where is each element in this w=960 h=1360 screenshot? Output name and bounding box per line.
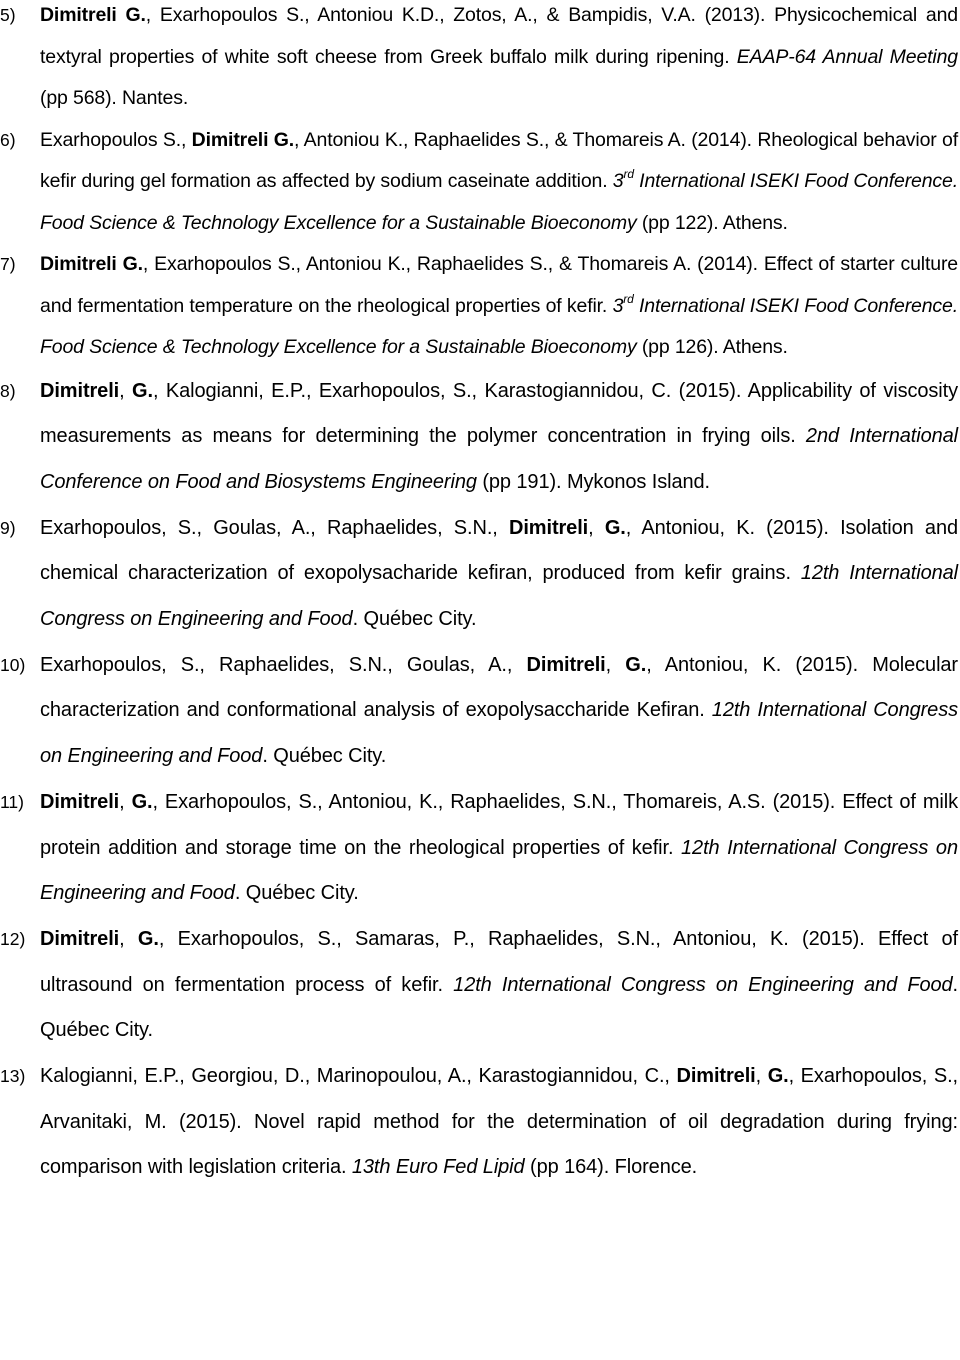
- venue-title: EAAP-64 Annual Meeting: [736, 45, 958, 68]
- venue-title: 13th Euro Fed Lipid: [351, 1156, 525, 1179]
- reference-text: [40, 928, 958, 1041]
- author-highlight: Dimitreli: [509, 516, 589, 539]
- venue-title: 12th International Congress on Engineering and Food: [453, 973, 953, 996]
- venue-title: 3: [612, 294, 624, 317]
- reference-segment: , Exarhopoulos, S., Samaras, P., Raphaelides, S.N., Antoniou, K. (2015). Effect of ultrasound on fermentation process of kefir.: [40, 927, 958, 996]
- author-highlight: Dimitreli: [676, 1065, 756, 1088]
- author-highlight: G.: [132, 379, 153, 402]
- reference-segment: ,: [119, 927, 138, 950]
- reference-segment: . Québec City.: [352, 608, 477, 631]
- venue-title: 12th International Congress on Engineering and Food: [40, 836, 958, 905]
- reference-item: [0, 369, 958, 506]
- reference-segment: (pp 164). Florence.: [524, 1156, 698, 1179]
- reference-text: [40, 129, 958, 234]
- reference-segment: Exarhopoulos S.,: [40, 128, 192, 151]
- author-highlight: G.: [131, 790, 153, 813]
- venue-title: 12th International Congress on Engineering and Food: [40, 699, 958, 768]
- reference-number: 6): [0, 129, 16, 150]
- reference-segment: ,: [119, 379, 133, 402]
- reference-segment: . Québec City.: [234, 882, 359, 905]
- reference-number: 12): [0, 928, 26, 949]
- reference-text: [40, 1065, 958, 1178]
- reference-segment: , Exarhopoulos, S., Arvanitaki, M. (2015). Novel rapid method for the determination of oil degradation during frying: comparison with legislation criteria.: [40, 1065, 958, 1179]
- reference-text: [40, 253, 958, 358]
- reference-segment: , Antoniou, K. (2015). Molecular characterization and conformational analysis of exopolysaccharide Kefiran.: [40, 653, 958, 722]
- reference-text: [40, 654, 958, 767]
- reference-segment: . Québec City.: [262, 745, 387, 768]
- reference-number: 13): [0, 1066, 26, 1087]
- reference-segment: , Exarhopoulos, S., Antoniou, K., Raphaelides, S.N., Thomareis, A.S. (2015). Effect of milk protein addition and storage time on the rheological properties of kefir.: [40, 790, 958, 859]
- author-highlight: Dimitreli: [40, 790, 120, 813]
- reference-segment: Exarhopoulos, S., Raphaelides, S.N., Goulas, A.,: [40, 653, 527, 676]
- reference-number: 9): [0, 517, 16, 538]
- reference-text: [40, 380, 958, 493]
- reference-item: [0, 780, 958, 917]
- reference-segment: , Antoniou K., Raphaelides S., & Thomareis A. (2014). Rheological behavior of kefir during gel formation as affected by sodium caseinate addition.: [40, 128, 958, 192]
- reference-segment: ,: [605, 653, 626, 676]
- reference-text: [40, 791, 958, 904]
- reference-segment: . Québec City.: [40, 973, 958, 1042]
- venue-title: 3: [612, 170, 624, 192]
- author-highlight: Dimitreli: [40, 379, 120, 402]
- author-highlight: Dimitreli: [40, 927, 120, 950]
- reference-segment: ,: [588, 516, 605, 539]
- venue-title: 2nd International Conference on Food and Biosystems Engineering: [40, 425, 958, 493]
- author-highlight: G.: [137, 927, 159, 950]
- reference-item: [0, 506, 959, 643]
- reference-number: 7): [0, 254, 16, 274]
- reference-segment: , Antoniou, K. (2015). Isolation and chemical characterization of exopolysacharide kefiran, produced from kefir grains.: [40, 516, 959, 585]
- author-highlight: Dimitreli G.: [191, 128, 295, 151]
- reference-item: [0, 120, 958, 245]
- reference-item: [0, 1054, 958, 1191]
- reference-item: [0, 643, 958, 780]
- reference-segment: (pp 191). Mykonos Island.: [476, 470, 710, 493]
- reference-segment: , Exarhopoulos S., Antoniou K.D., Zotos, A., & Bampidis, V.A. (2013). Physicochemical and textyral properties of white soft cheese from Greek buffalo milk during ripening.: [40, 4, 958, 68]
- reference-item: [0, 244, 958, 369]
- reference-text: [40, 517, 958, 630]
- author-highlight: Dimitreli G.: [40, 253, 143, 275]
- reference-segment: Kalogianni, E.P., Georgiou, D., Marinopoulou, A., Karastogiannidou, C.,: [40, 1065, 677, 1088]
- venue-title: International ISEKI Food Conference. Food Science & Technology Excellence for a Sustainable Bioeconomy: [40, 170, 958, 234]
- reference-item: [0, 917, 958, 1054]
- author-highlight: G.: [767, 1065, 789, 1088]
- reference-number: 11): [0, 791, 24, 812]
- author-highlight: Dimitreli G.: [40, 4, 146, 26]
- reference-segment: , Kalogianni, E.P., Exarhopoulos, S., Karastogiannidou, C. (2015). Applicability of viscosity measurements as means for determining the polymer concentration in frying oils.: [40, 379, 958, 448]
- author-highlight: G.: [604, 516, 626, 539]
- reference-segment: , Exarhopoulos S., Antoniou K., Raphaelides S., & Thomareis A. (2014). Effect of starter culture and fermentation temperature on the rheological properties of kefir.: [40, 253, 958, 317]
- venue-title: rd: [623, 291, 634, 306]
- reference-number: 10): [0, 654, 26, 675]
- reference-number: 5): [0, 5, 16, 25]
- reference-segment: (pp 122). Athens.: [636, 211, 788, 234]
- venue-title: rd: [623, 167, 634, 181]
- venue-title: 12th International Congress on Engineering and Food: [40, 562, 958, 631]
- reference-item: [0, 0, 958, 120]
- reference-segment: Exarhopoulos, S., Goulas, A., Raphaelides, S.N.,: [40, 516, 509, 539]
- reference-segment: ,: [119, 790, 132, 813]
- reference-segment: (pp 568). Nantes.: [40, 87, 189, 109]
- author-highlight: Dimitreli: [526, 653, 606, 676]
- reference-segment: ,: [755, 1065, 768, 1088]
- reference-number: 8): [0, 380, 16, 401]
- reference-text: [40, 4, 958, 109]
- author-highlight: G.: [625, 653, 647, 676]
- venue-title: International ISEKI Food Conference. Food Science & Technology Excellence for a Sustainable Bioeconomy: [40, 294, 958, 358]
- reference-segment: (pp 126). Athens.: [636, 336, 788, 358]
